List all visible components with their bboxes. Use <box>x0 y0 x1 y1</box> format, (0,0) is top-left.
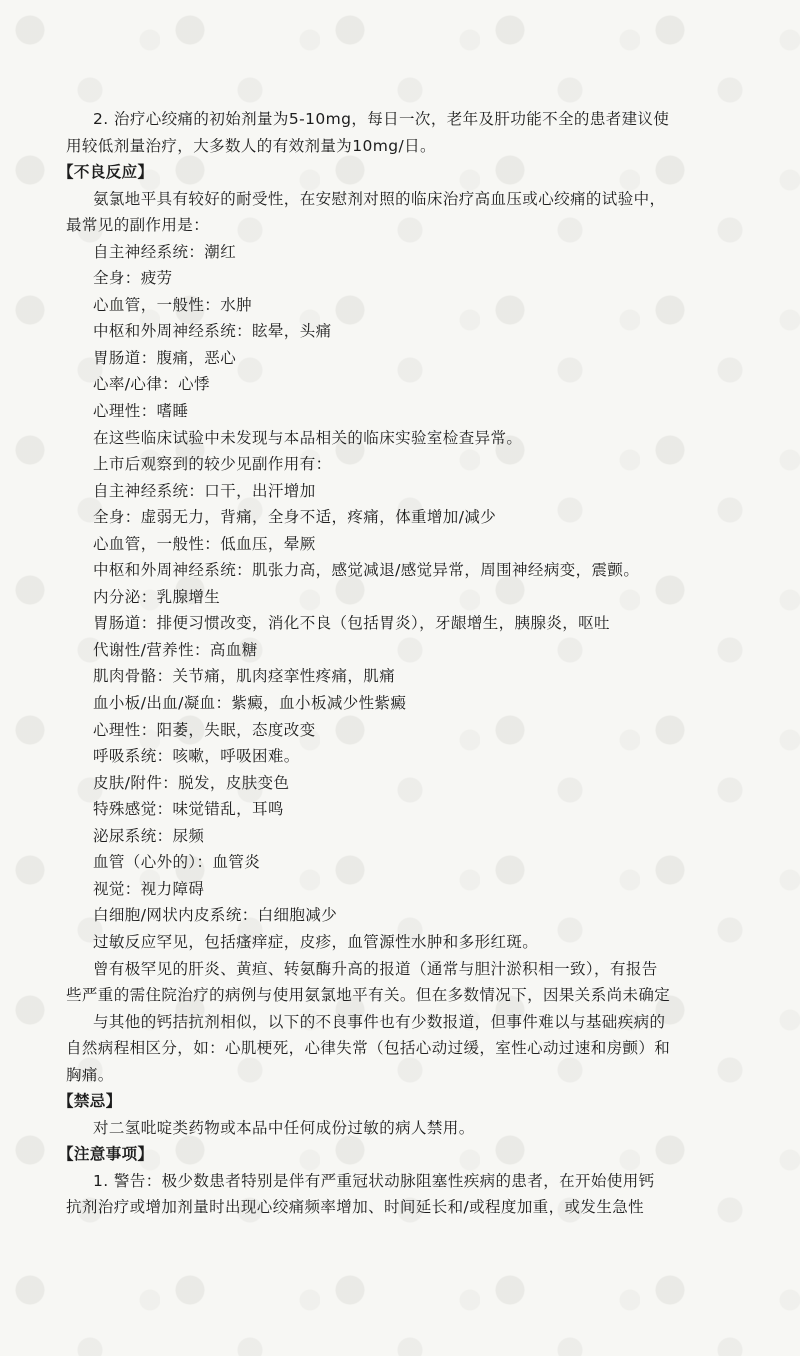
text-line: 皮肤/附件：脱发，皮肤变色 <box>93 773 290 792</box>
text-line: 些严重的需住院治疗的病例与使用氨氯地平有关。但在多数情况下，因果关系尚未确定 <box>66 986 671 1005</box>
text-line: 胃肠道：腹痛，恶心 <box>93 348 237 367</box>
text-line: 白细胞/网状内皮系统：白细胞减少 <box>93 906 338 925</box>
text-line: 内分泌：乳腺增生 <box>93 587 221 606</box>
text-line: 上市后观察到的较少见副作用有： <box>93 455 332 474</box>
section-heading: 【禁忌】 <box>58 1092 122 1111</box>
text-line: 自然病程相区分，如：心肌梗死，心律失常（包括心动过缓，室性心动过速和房颤）和 <box>66 1039 671 1058</box>
text-line: 呼吸系统：咳嗽，呼吸困难。 <box>93 747 300 766</box>
text-line: 中枢和外周神经系统：肌张力高，感觉减退/感觉异常，周围神经病变，震颤。 <box>93 561 640 580</box>
text-line: 1. 警告：极少数患者特别是伴有严重冠状动脉阻塞性疾病的患者，在开始使用钙 <box>93 1171 655 1190</box>
section-heading: 【注意事项】 <box>58 1145 154 1164</box>
text-line: 心率/心律：心悸 <box>93 375 210 394</box>
text-line: 特殊感觉：味觉错乱，耳鸣 <box>93 800 284 819</box>
text-line: 心血管，一般性：水肿 <box>93 295 253 314</box>
text-line: 氨氯地平具有较好的耐受性，在安慰剂对照的临床治疗高血压或心绞痛的试验中， <box>93 189 666 208</box>
text-line: 泌尿系统：尿频 <box>93 826 205 845</box>
text-line: 自主神经系统：潮红 <box>93 242 237 261</box>
text-line: 在这些临床试验中未发现与本品相关的临床实验室检查异常。 <box>93 428 523 447</box>
text-line: 胃肠道：排便习惯改变，消化不良（包括胃炎），牙龈增生，胰腺炎，呕吐 <box>93 614 610 633</box>
text-line: 心理性：阳萎，失眠，态度改变 <box>93 720 316 739</box>
text-line: 自主神经系统：口干，出汗增加 <box>93 481 316 500</box>
text-line: 与其他的钙拮抗剂相似，以下的不良事件也有少数报道，但事件难以与基础疾病的 <box>93 1012 666 1031</box>
section-heading: 【不良反应】 <box>58 163 154 182</box>
text-line: 血管（心外的）：血管炎 <box>93 853 261 872</box>
document-body <box>0 106 800 1221</box>
text-line: 代谢性/营养性：高血糖 <box>93 640 258 659</box>
text-line: 心血管，一般性：低血压，晕厥 <box>93 534 316 553</box>
text-line: 用较低剂量治疗，大多数人的有效剂量为10mg/日。 <box>66 136 436 155</box>
text-line: 肌肉骨骼：关节痛，肌肉痉挛性疼痛，肌痛 <box>93 667 396 686</box>
text-line: 胸痛。 <box>66 1065 114 1084</box>
text-line: 全身：虚弱无力，背痛，全身不适，疼痛，体重增加/减少 <box>93 508 497 527</box>
text-line: 曾有极罕见的肝炎、黄疸、转氨酶升高的报道（通常与胆汁淤积相一致），有报告 <box>93 959 658 978</box>
text-line: 全身：疲劳 <box>93 269 173 288</box>
text-line: 血小板/出血/凝血：紫癜，血小板减少性紫癜 <box>93 694 407 713</box>
text-line: 中枢和外周神经系统：眩晕，头痛 <box>93 322 332 341</box>
text-line: 最常见的副作用是： <box>66 216 210 235</box>
text-line: 过敏反应罕见，包括瘙痒症，皮疹，血管源性水肿和多形红斑。 <box>93 932 539 951</box>
text-line: 对二氢吡啶类药物或本品中任何成份过敏的病人禁用。 <box>93 1118 475 1137</box>
text-line: 2. 治疗心绞痛的初始剂量为5-10mg，每日一次，老年及肝功能不全的患者建议使 <box>93 110 670 128</box>
text-line: 抗剂治疗或增加剂量时出现心绞痛频率增加、时间延长和/或程度加重，或发生急性 <box>66 1198 645 1217</box>
text-line: 心理性：嗜睡 <box>93 402 189 421</box>
text-line: 视觉：视力障碍 <box>93 879 205 898</box>
